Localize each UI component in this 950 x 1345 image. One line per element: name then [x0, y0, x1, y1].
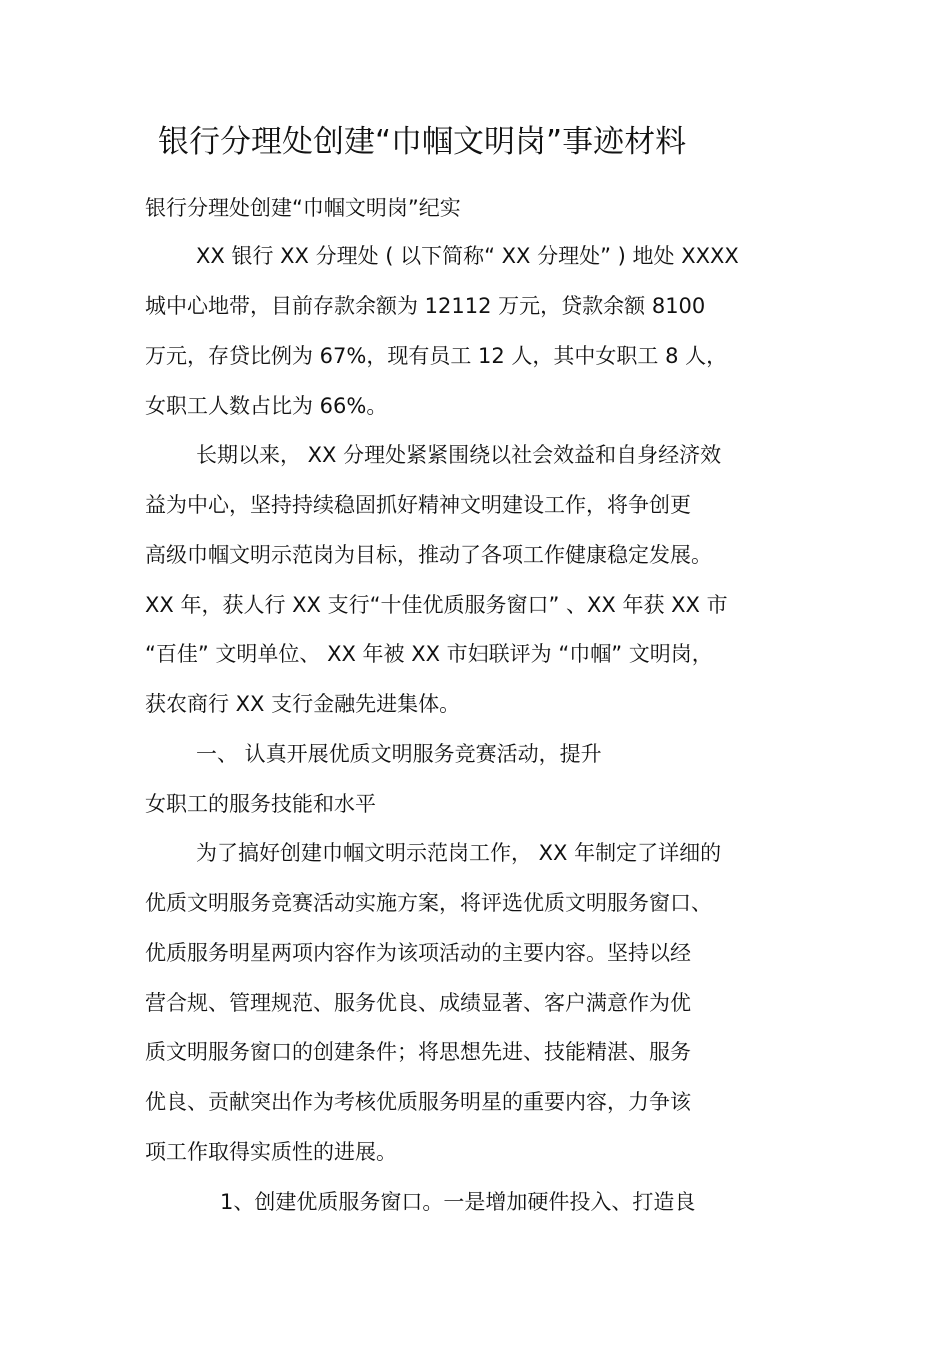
paragraph-line: 项工作取得实质性的进展。 [145, 1140, 397, 1164]
paragraph-line: 城中心地带，目前存款余额为 12112 万元，贷款余额 8100 [145, 294, 706, 318]
paragraph-line: 益为中心，坚持持续稳固抓好精神文明建设工作，将争创更 [145, 493, 691, 517]
paragraph-line: “百佳” 文明单位、 XX 年被 XX 市妇联评为 “巾帼” 文明岗， [145, 642, 713, 666]
paragraph-line: 长期以来， XX 分理处紧紧围绕以社会效益和自身经济效 [196, 443, 722, 467]
paragraph-line: 1、创建优质服务窗口。一是增加硬件投入、打造良 [220, 1190, 696, 1214]
paragraph-line: 优质服务明星两项内容作为该项活动的主要内容。坚持以经 [145, 941, 691, 965]
paragraph-line: 获农商行 XX 支行金融先进集体。 [145, 692, 461, 716]
paragraph-line: 质文明服务窗口的创建条件；将思想先进、技能精湛、服务 [145, 1040, 691, 1064]
paragraph-line: XX 银行 XX 分理处 ( 以下简称“ XX 分理处” ) 地处 XXXX [196, 244, 739, 268]
paragraph-line: XX 年，获人行 XX 支行“十佳优质服务窗口” 、XX 年获 XX 市 [145, 593, 728, 617]
section-heading-continued: 女职工的服务技能和水平 [145, 792, 376, 816]
document-title: 银行分理处创建“巾帼文明岗”事迹材料 [158, 124, 687, 160]
paragraph-line: 营合规、管理规范、服务优良、成绩显著、客户满意作为优 [145, 991, 691, 1015]
paragraph-line: 女职工人数占比为 66%。 [145, 394, 388, 418]
paragraph-line: 为了搞好创建巾帼文明示范岗工作， XX 年制定了详细的 [196, 841, 722, 865]
paragraph-line: 万元，存贷比例为 67%，现有员工 12 人，其中女职工 8 人， [145, 344, 728, 368]
paragraph-line: 高级巾帼文明示范岗为目标，推动了各项工作健康稳定发展。 [145, 543, 712, 567]
paragraph-line: 优质文明服务竞赛活动实施方案，将评选优质文明服务窗口、 [145, 891, 712, 915]
paragraph-line: 优良、贡献突出作为考核优质服务明星的重要内容，力争该 [145, 1090, 691, 1114]
section-heading: 一、 认真开展优质文明服务竞赛活动，提升 [196, 742, 602, 766]
subtitle-line: 银行分理处创建“巾帼文明岗”纪实 [145, 196, 461, 220]
